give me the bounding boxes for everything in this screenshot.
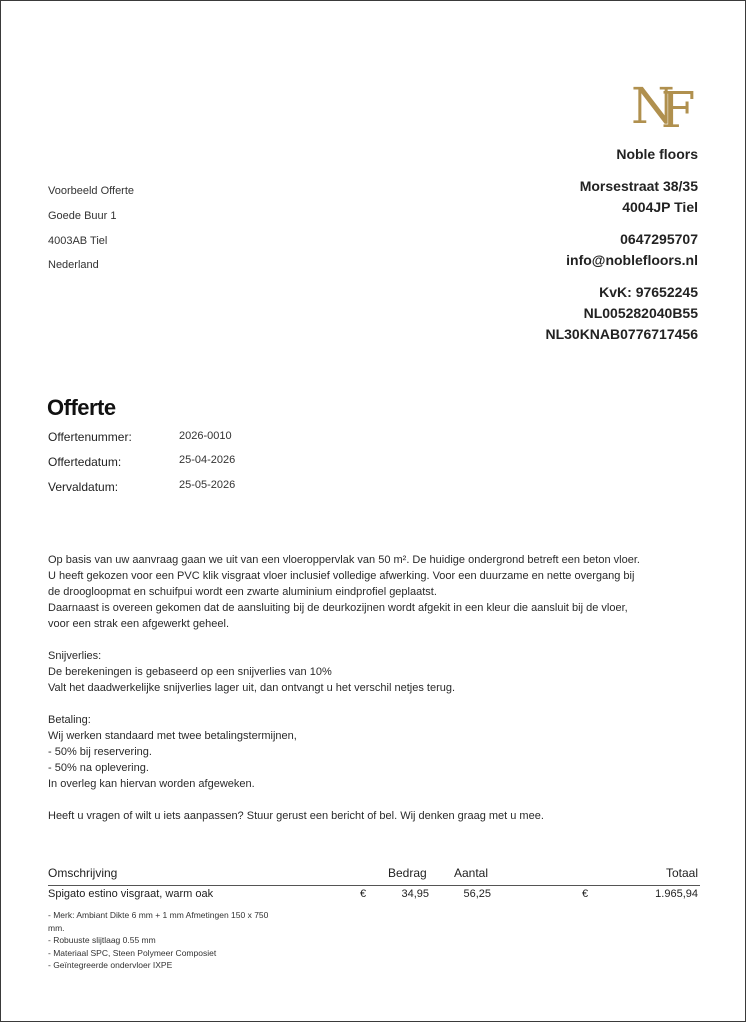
body-line: Heeft u vragen of wilt u iets aanpassen? Stuur gerust een bericht of bel. Wij denken graag met u mee. <box>48 810 544 822</box>
body-line: In overleg kan hiervan worden afgeweken. <box>48 778 255 790</box>
row-total-currency: € <box>582 888 589 900</box>
row-description: Spigato estino visgraat, warm oak <box>48 888 214 900</box>
body-line: Valt het daadwerkelijke snijverlies lager uit, dan ontvangt u het verschil netjes terug. <box>48 682 456 694</box>
offer-number: 2026-0010 <box>179 430 232 442</box>
customer-country: Nederland <box>48 259 99 271</box>
body-line: Snijverlies: <box>48 650 102 662</box>
offer-title: Offerte <box>47 395 116 420</box>
customer-postal-city: 4003AB Tiel <box>48 235 108 247</box>
noble-floors-logo: NF <box>631 77 682 139</box>
table-header-divider <box>48 885 700 886</box>
row-details <box>48 909 308 972</box>
row-total: 1.965,94 <box>655 888 698 900</box>
offer-expiry: 25-05-2026 <box>179 479 236 491</box>
body-line: Op basis van uw aanvraag gaan we uit van een vloeroppervlak van 50 m². De huidige ondergrond betreft een beton vloer. <box>48 554 640 566</box>
company-name-text: Noble floors <box>616 146 698 162</box>
offer-date: 25-04-2026 <box>179 454 236 466</box>
customer-street: Goede Buur 1 <box>48 210 117 222</box>
offer-number-label: Offertenummer: <box>48 430 132 444</box>
offer-date-label: Offertedatum: <box>48 455 122 469</box>
table-header-qty: Aantal <box>454 866 489 880</box>
company-vat: NL005282040B55 <box>583 305 698 321</box>
body-line: - 50% na oplevering. <box>48 762 149 774</box>
body-line: De berekeningen is gebaseerd op een snijverlies van 10% <box>48 666 332 678</box>
company-postal-city: 4004JP Tiel <box>622 199 698 215</box>
offer-expiry-label: Vervaldatum: <box>48 480 119 494</box>
company-address <box>580 176 698 218</box>
detail-line: - Geïntegreerde ondervloer IXPE <box>48 960 173 971</box>
offer-body <box>48 552 708 824</box>
body-line: Betaling: <box>48 714 91 726</box>
body-line: U heeft gekozen voor een PVC klik visgraat vloer inclusief volledige afwerking. Voor een duurzame en nette overgang bij <box>48 570 635 582</box>
company-street: Morsestraat 38/35 <box>579 178 698 194</box>
row-qty: 56,25 <box>463 888 491 900</box>
body-line: de droogloopmat en schuifpui wordt een zwarte aluminium eindprofiel geplaatst. <box>48 586 437 598</box>
body-line: Daarnaast is overeen gekomen dat de aansluiting bij de deurkozijnen wordt afgekit in een kleur die aansluit bij de vloer, <box>48 602 628 614</box>
detail-line: mm. <box>48 922 65 933</box>
detail-line: - Materiaal SPC, Steen Polymeer Composiet <box>48 947 217 958</box>
table-header-total: Totaal <box>665 866 698 880</box>
row-price: 34,95 <box>401 888 429 900</box>
body-line: - 50% bij reservering. <box>48 746 152 758</box>
table-header-description: Omschrijving <box>48 866 118 880</box>
customer-name: Voorbeeld Offerte <box>48 185 135 197</box>
company-kvk: KvK: 97652245 <box>599 284 698 300</box>
body-line: Wij werken standaard met twee betalingstermijnen, <box>48 730 297 742</box>
company-name <box>616 144 698 165</box>
detail-line: - Robuuste slijtlaag 0.55 mm <box>48 935 156 946</box>
company-phone: 0647295707 <box>620 231 698 247</box>
company-iban: NL30KNAB0776717456 <box>545 326 698 342</box>
company-contact <box>566 229 698 271</box>
company-registration <box>545 282 698 345</box>
body-line: voor een strak een afgewerkt geheel. <box>48 618 230 630</box>
detail-line: - Merk: Ambiant Dikte 6 mm + 1 mm Afmetingen 150 x 750 <box>48 910 269 920</box>
table-header-price: Bedrag <box>388 866 427 880</box>
company-email: info@noblefloors.nl <box>566 252 698 268</box>
row-price-currency: € <box>360 888 367 900</box>
